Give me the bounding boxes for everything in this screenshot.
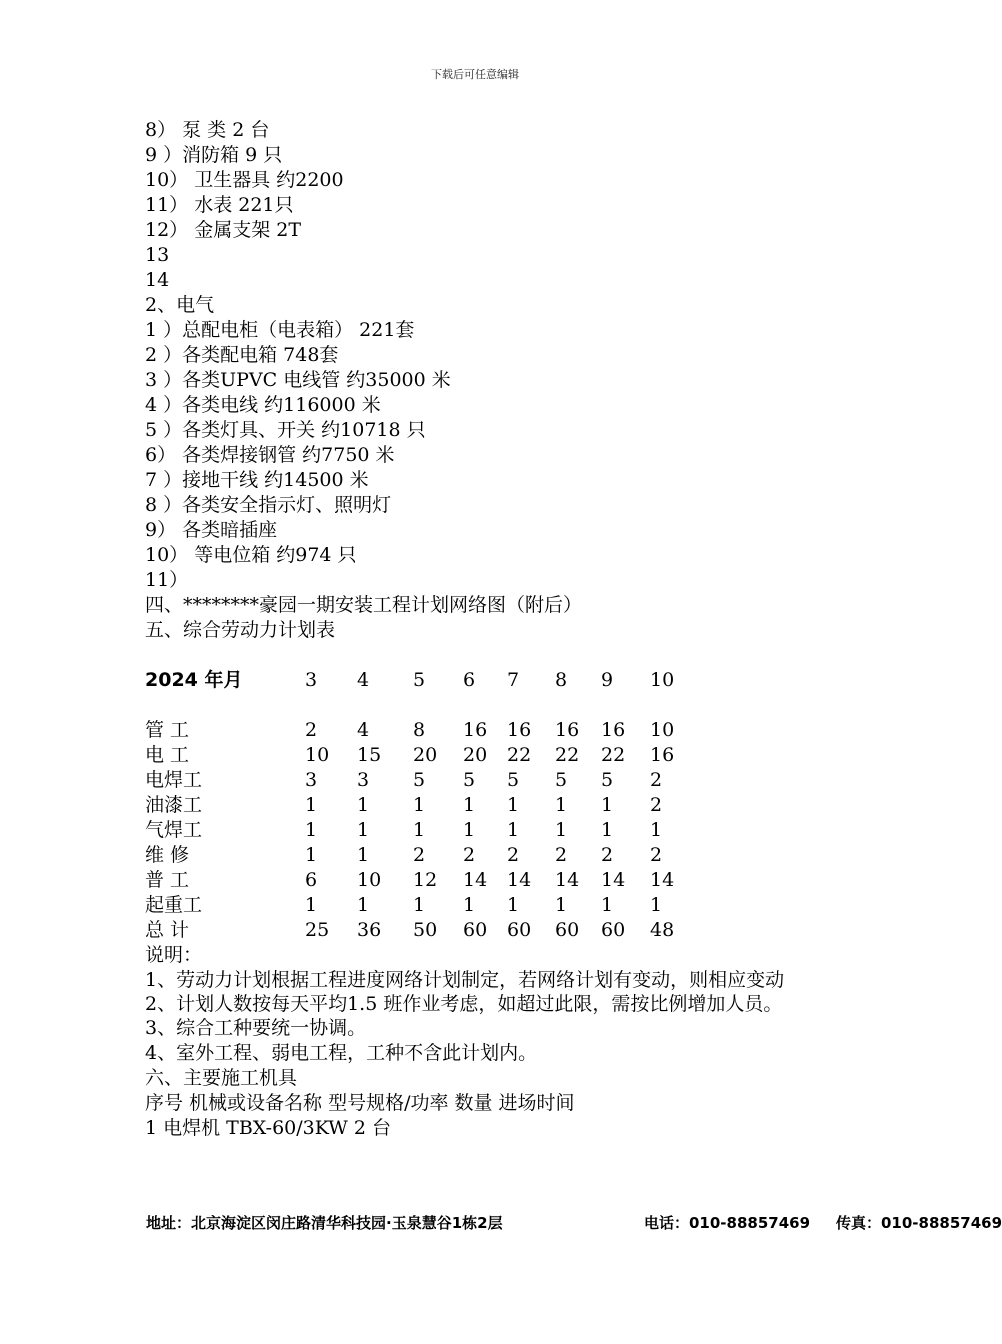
row-label: 电焊工 — [145, 769, 203, 791]
electric-items-list — [145, 318, 845, 593]
row-label: 气焊工 — [145, 819, 203, 841]
table-header-row — [145, 668, 845, 693]
table-cell: 1 — [601, 819, 614, 841]
table-cell: 2 — [601, 844, 614, 866]
electric-section-title: 2、电气 — [145, 294, 215, 316]
table-cell: 3 — [357, 769, 370, 791]
table-cell: 16 — [650, 744, 675, 766]
list-item: 10） 卫生器具 约2200 — [145, 169, 344, 191]
table-row — [145, 818, 845, 843]
list-item: 11） 水表 221只 — [145, 194, 294, 216]
page-header: 下载后可任意编辑 — [431, 68, 519, 81]
table-cell: 48 — [650, 919, 675, 941]
table-cell: 6 — [305, 869, 318, 891]
notes-title: 说明： — [145, 944, 203, 966]
row-label: 起重工 — [145, 894, 203, 916]
table-cell: 1 — [555, 819, 568, 841]
table-cell: 10 — [357, 869, 382, 891]
list-item: 14 — [145, 269, 170, 291]
month-header: 7 — [507, 669, 520, 691]
note-item: 3、综合工种要统一协调。 — [145, 1017, 367, 1039]
table-cell: 1 — [357, 794, 370, 816]
footer-phone: 电话：010-88857469 — [644, 1214, 811, 1232]
list-item: 7 ）接地干线 约14500 米 — [145, 469, 369, 491]
table-cell: 2 — [305, 719, 318, 741]
section-5-heading: 五、综合劳动力计划表 — [145, 619, 336, 641]
table-cell: 1 — [555, 894, 568, 916]
footer-address: 地址：北京海淀区闵庄路清华科技园·玉泉慧谷1栋2层 — [146, 1214, 503, 1232]
table-row — [145, 918, 845, 943]
row-label: 管 工 — [145, 719, 190, 741]
table-cell: 1 — [601, 894, 614, 916]
table-cell: 25 — [305, 919, 330, 941]
table-cell: 20 — [413, 744, 438, 766]
list-item: 6） 各类焊接钢管 约7750 米 — [145, 444, 395, 466]
note-item: 4、室外工程、弱电工程，工种不含此计划内。 — [145, 1042, 538, 1064]
table-row — [145, 793, 845, 818]
table-cell: 8 — [413, 719, 426, 741]
table-cell: 2 — [463, 844, 476, 866]
table-cell: 60 — [463, 919, 488, 941]
table-cell: 2 — [507, 844, 520, 866]
table-cell: 1 — [650, 894, 663, 916]
table-cell: 1 — [305, 819, 318, 841]
table-cell: 36 — [357, 919, 382, 941]
list-item: 13 — [145, 244, 170, 266]
month-header: 9 — [601, 669, 614, 691]
note-item: 1、劳动力计划根据工程进度网络计划制定，若网络计划有变动，则相应变动 — [145, 969, 785, 991]
table-cell: 1 — [357, 819, 370, 841]
table-cell: 2 — [650, 794, 663, 816]
list-item: 8） 泵 类 2 台 — [145, 119, 270, 141]
month-header: 3 — [305, 669, 318, 691]
table-cell: 50 — [413, 919, 438, 941]
row-label: 维 修 — [145, 844, 190, 866]
table-cell: 16 — [601, 719, 626, 741]
table-row — [145, 743, 845, 768]
table-cell: 22 — [601, 744, 626, 766]
table-cell: 4 — [357, 719, 370, 741]
table-cell: 60 — [555, 919, 580, 941]
list-item: 12） 金属支架 2T — [145, 219, 302, 241]
table-cell: 5 — [601, 769, 614, 791]
list-item: 5 ）各类灯具、开关 约10718 只 — [145, 419, 426, 441]
table-cell: 14 — [650, 869, 675, 891]
table-cell: 1 — [463, 819, 476, 841]
table-cell: 5 — [463, 769, 476, 791]
list-item: 2 ）各类配电箱 748套 — [145, 344, 339, 366]
row-label: 总 计 — [145, 919, 190, 941]
table-cell: 22 — [555, 744, 580, 766]
list-item: 9） 各类暗插座 — [145, 519, 278, 541]
table-row — [145, 893, 845, 918]
table-cell: 1 — [555, 794, 568, 816]
table-cell: 60 — [507, 919, 532, 941]
table-cell: 5 — [555, 769, 568, 791]
month-header: 6 — [463, 669, 476, 691]
page-footer — [146, 1212, 1002, 1232]
table-cell: 2 — [555, 844, 568, 866]
table-cell: 10 — [650, 719, 675, 741]
equipment-row: 1 电焊机 TBX-60/3KW 2 台 — [145, 1117, 391, 1139]
table-row — [145, 718, 845, 743]
table-cell: 16 — [555, 719, 580, 741]
month-header: 8 — [555, 669, 568, 691]
list-item: 10） 等电位箱 约974 只 — [145, 544, 357, 566]
table-cell: 1 — [463, 794, 476, 816]
year-month-label: 2024 年月 — [145, 669, 243, 691]
table-cell: 15 — [357, 744, 382, 766]
section-6-heading: 六、主要施工机具 — [145, 1067, 298, 1089]
table-cell: 1 — [413, 794, 426, 816]
table-cell: 2 — [413, 844, 426, 866]
table-cell: 5 — [413, 769, 426, 791]
row-label: 油漆工 — [145, 794, 203, 816]
table-cell: 1 — [507, 819, 520, 841]
list-item: 3 ）各类UPVC 电线管 约35000 米 — [145, 369, 451, 391]
table-cell: 1 — [305, 844, 318, 866]
table-cell: 16 — [507, 719, 532, 741]
table-cell: 14 — [601, 869, 626, 891]
table-cell: 1 — [463, 894, 476, 916]
table-cell: 3 — [305, 769, 318, 791]
equipment-table-header: 序号 机械或设备名称 型号规格/功率 数量 进场时间 — [145, 1092, 575, 1114]
table-cell: 1 — [650, 819, 663, 841]
table-cell: 14 — [555, 869, 580, 891]
table-row — [145, 843, 845, 868]
table-cell: 12 — [413, 869, 438, 891]
table-row — [145, 768, 845, 793]
table-cell: 1 — [413, 819, 426, 841]
table-cell: 1 — [357, 894, 370, 916]
list-item: 4 ）各类电线 约116000 米 — [145, 394, 381, 416]
table-cell: 2 — [650, 844, 663, 866]
table-cell: 1 — [507, 794, 520, 816]
table-cell: 1 — [601, 794, 614, 816]
table-row — [145, 868, 845, 893]
section-4-heading: 四、********豪园一期安装工程计划网络图（附后） — [145, 594, 583, 616]
list-item: 8 ）各类安全指示灯、照明灯 — [145, 494, 392, 516]
month-header: 5 — [413, 669, 426, 691]
footer-fax: 传真：010-88857469 — [836, 1214, 1002, 1232]
table-cell: 14 — [463, 869, 488, 891]
table-cell: 2 — [650, 769, 663, 791]
list-item: 1 ）总配电柜（电表箱） 221套 — [145, 319, 415, 341]
labor-plan-table — [145, 668, 845, 943]
row-label: 电 工 — [145, 744, 190, 766]
water-items-list — [145, 118, 845, 293]
table-cell: 14 — [507, 869, 532, 891]
month-header: 4 — [357, 669, 370, 691]
table-cell: 1 — [413, 894, 426, 916]
table-cell: 1 — [357, 844, 370, 866]
table-cell: 5 — [507, 769, 520, 791]
table-cell: 10 — [305, 744, 330, 766]
table-cell: 16 — [463, 719, 488, 741]
note-item: 2、计划人数按每天平均1.5 班作业考虑，如超过此限，需按比例增加人员。 — [145, 993, 783, 1015]
table-cell: 22 — [507, 744, 532, 766]
table-cell: 1 — [305, 794, 318, 816]
row-label: 普 工 — [145, 869, 190, 891]
table-cell: 1 — [507, 894, 520, 916]
table-cell: 20 — [463, 744, 488, 766]
list-item: 11） — [145, 569, 189, 591]
month-header: 10 — [650, 669, 675, 691]
document-body — [145, 118, 845, 1141]
list-item: 9 ）消防箱 9 只 — [145, 144, 283, 166]
table-cell: 1 — [305, 894, 318, 916]
table-cell: 60 — [601, 919, 626, 941]
